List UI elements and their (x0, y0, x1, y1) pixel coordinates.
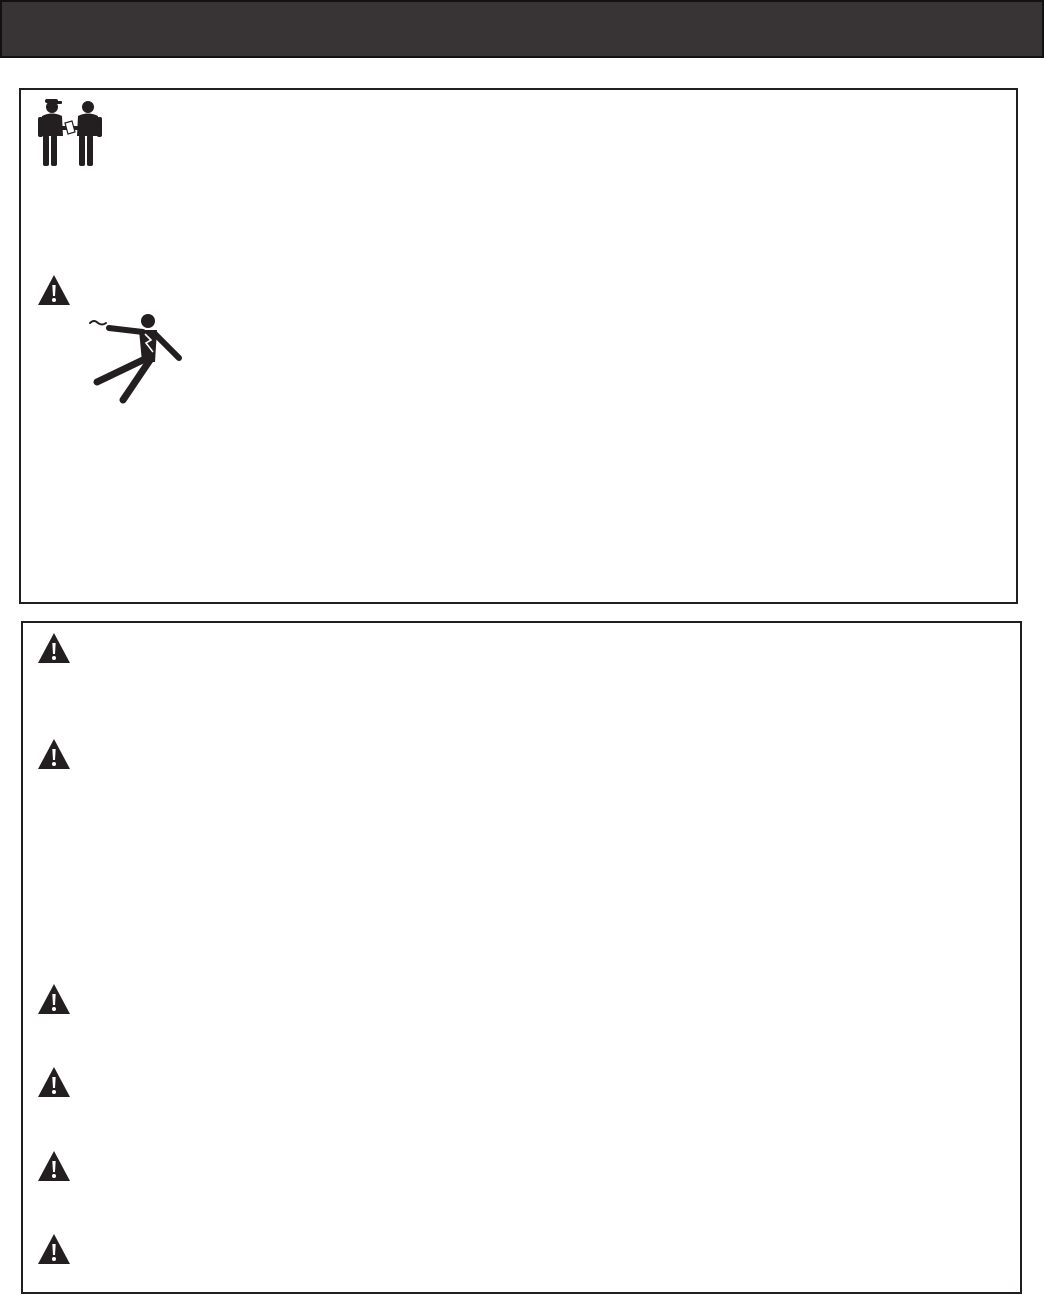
electric-shock-hazard-icon (87, 312, 187, 404)
two-workers-reading-manual-icon (37, 96, 107, 168)
warning-triangle-icon (37, 983, 71, 1015)
warning-triangle-icon (37, 1233, 71, 1265)
safety-panel-bottom (21, 621, 1022, 1294)
warning-triangle-icon (37, 738, 71, 770)
warning-triangle-icon (37, 1150, 71, 1182)
warning-triangle-icon (37, 632, 71, 664)
warning-triangle-icon (37, 1066, 71, 1098)
safety-panel-top (19, 88, 1018, 604)
page-header-bar (0, 0, 1044, 58)
warning-triangle-icon (37, 274, 71, 306)
